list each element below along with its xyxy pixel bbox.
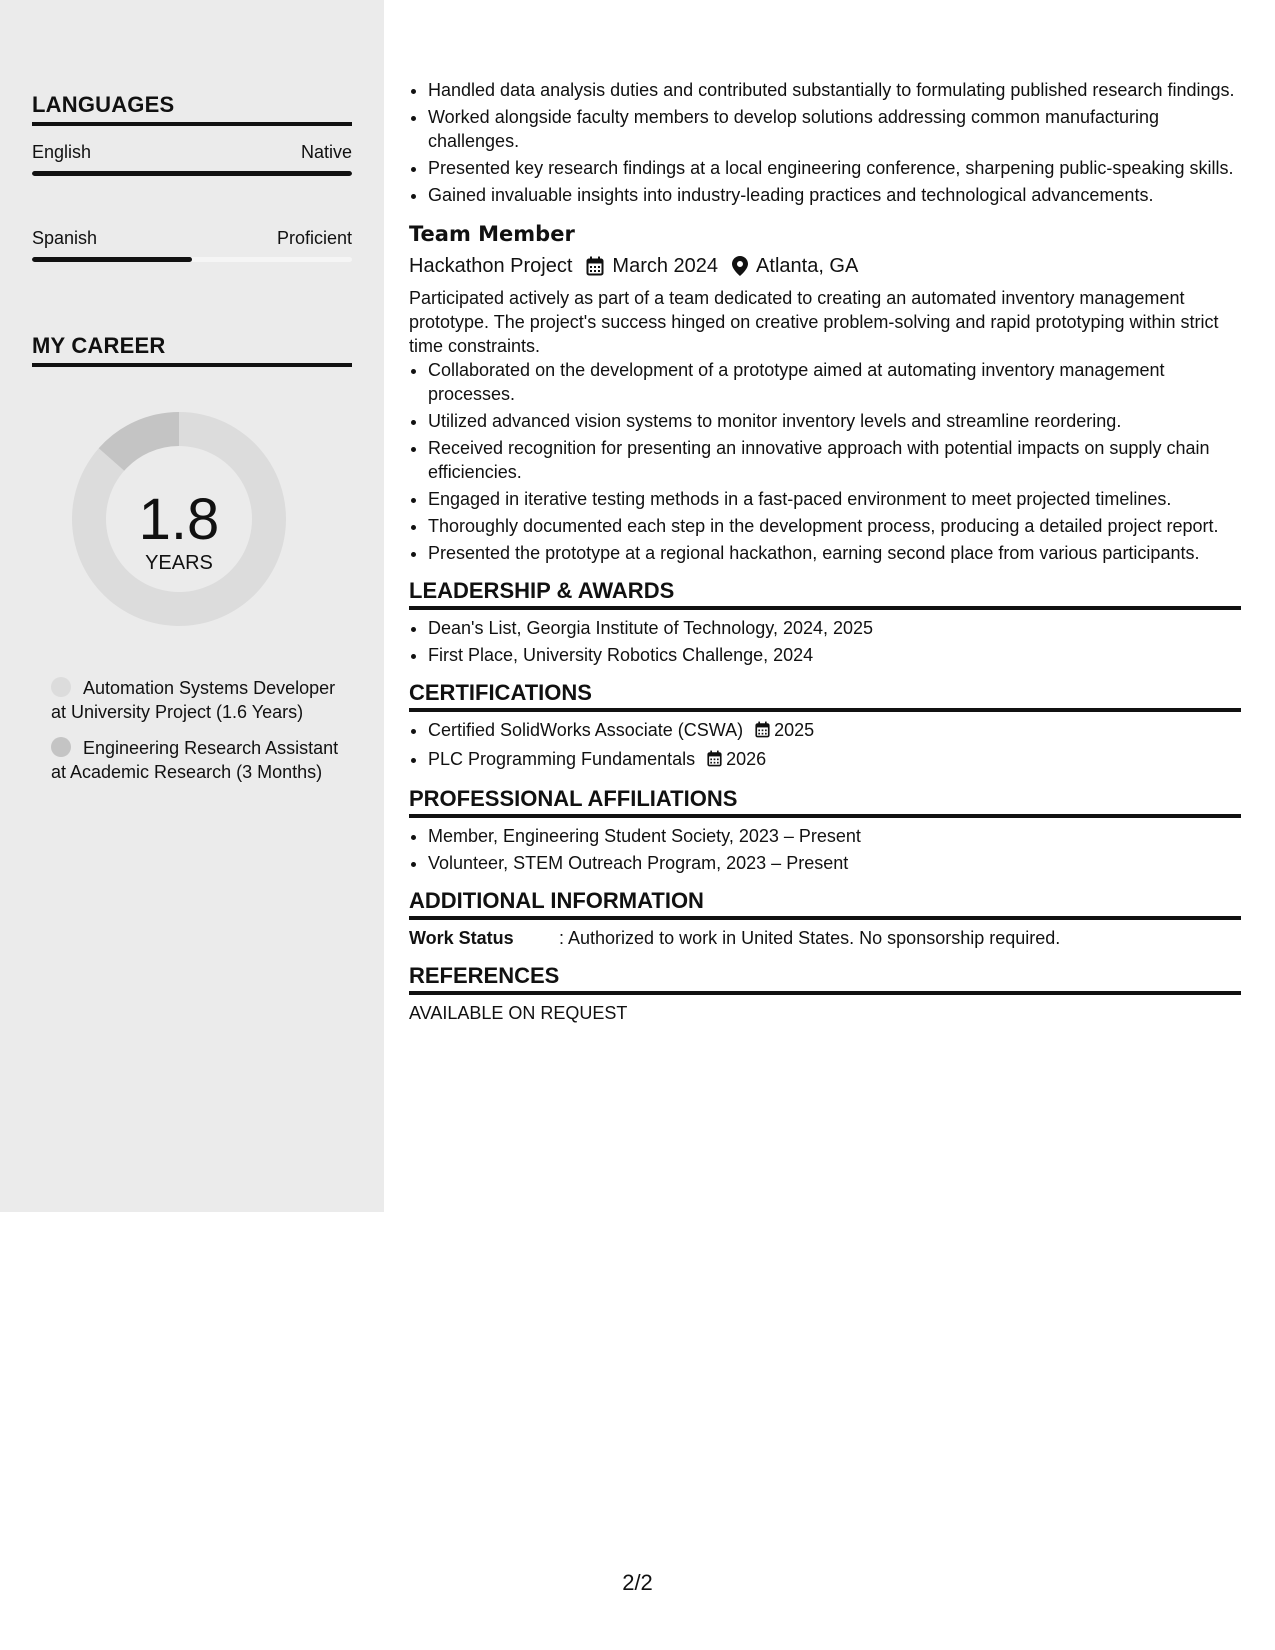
languages-section [32,92,352,298]
career-legend [51,676,341,796]
job-location: Atlanta, GA [756,255,859,277]
bullet-item: • Presented the prototype at a regional hackathon, earning second place from various participants. [428,541,1241,565]
sidebar [0,0,384,1212]
legend-item [51,736,341,784]
career-section [32,333,352,367]
affiliations-list [409,824,1241,875]
job-title: Team Member [409,222,575,246]
certification-year: 2025 [774,720,815,740]
leadership-list [409,616,1241,667]
language-level: Proficient [276,228,352,248]
legend-label: Automation Systems Developer at University Project (1.6 Years) [51,678,336,722]
work-status-row [409,926,1241,950]
language-english [32,142,352,212]
language-proficiency-bar [32,171,352,176]
job-bullets [409,358,1241,565]
bullet-item: • Thoroughly documented each step in the development process, producing a detailed project report. [428,514,1241,538]
certification-year: 2026 [726,749,767,769]
language-proficiency-fill [32,171,352,176]
legend-dot [51,677,71,697]
certification-item [428,747,1241,773]
career-donut-svg [32,412,324,652]
list-item: • Dean's List, Georgia Institute of Technology, 2024, 2025 [428,616,1241,640]
languages-heading: LANGUAGES [32,92,352,126]
bullet-item: • Collaborated on the development of a prototype aimed at automating inventory management processes. [428,358,1241,406]
legend-dot [51,737,71,757]
main-content [409,78,1241,1025]
language-proficiency-bar [32,257,352,262]
career-heading: MY CAREER [32,333,352,367]
job-date: March 2024 [612,255,719,277]
affiliations-heading: PROFESSIONAL AFFILIATIONS [409,787,1241,818]
career-total-value: 1.8 [138,487,220,552]
career-donut-chart [32,412,324,652]
references-text: AVAILABLE ON REQUEST [409,1003,628,1023]
references-heading: REFERENCES [409,964,1241,995]
calendar-icon [707,749,722,773]
list-item: • First Place, University Robotics Challenge, 2024 [428,643,1241,667]
list-item: • Volunteer, STEM Outreach Program, 2023 – Present [428,851,1241,875]
legend-label: Engineering Research Assistant at Academic Research (3 Months) [51,738,339,782]
language-name: English [32,142,92,162]
bullet-item: • Gained invaluable insights into industry-leading practices and technological advancements. [428,183,1241,207]
language-proficiency-fill [32,257,192,262]
certification-item [428,718,1241,744]
work-status-value: : Authorized to work in United States. No sponsorship required. [559,928,1061,948]
previous-job-bullets [409,78,1241,207]
page-number: 2/2 [622,1570,653,1595]
bullet-item: • Engaged in iterative testing methods in a fast-paced environment to meet projected timelines. [428,487,1241,511]
calendar-icon [755,720,770,744]
certification-name: Certified SolidWorks Associate (CSWA) [428,720,744,740]
additional-info-heading: ADDITIONAL INFORMATION [409,889,1241,920]
job-meta [409,252,1241,280]
certifications-list [409,718,1241,773]
bullet-item: • Handled data analysis duties and contributed substantially to formulating published research findings. [428,78,1241,102]
list-item: • Member, Engineering Student Society, 2023 – Present [428,824,1241,848]
bullet-item: • Received recognition for presenting an innovative approach with potential impacts on supply chain efficiencies. [428,436,1241,484]
language-level: Native [300,142,352,162]
legend-item [51,676,341,724]
language-name: Spanish [32,228,98,248]
certification-name: PLC Programming Fundamentals [428,749,696,769]
bullet-item: • Worked alongside faculty members to develop solutions addressing common manufacturing challenges. [428,105,1241,153]
location-pin-icon [732,256,748,276]
bullet-item: • Presented key research findings at a local engineering conference, sharpening public-speaking skills. [428,156,1241,180]
certifications-heading: CERTIFICATIONS [409,681,1241,712]
job-description: Participated actively as part of a team dedicated to creating an automated inventory management prototype. The project's success hinged on creative problem-solving and rapid prototyping within strict time constraints. [409,288,1219,356]
leadership-heading: LEADERSHIP & AWARDS [409,579,1241,610]
work-status-label: Work Status [409,928,514,948]
language-spanish [32,228,352,298]
calendar-icon [586,256,604,276]
career-total-unit: YEARS [145,552,213,574]
bullet-item: • Utilized advanced vision systems to monitor inventory levels and streamline reordering. [428,409,1241,433]
job-company: Hackathon Project [409,255,573,277]
